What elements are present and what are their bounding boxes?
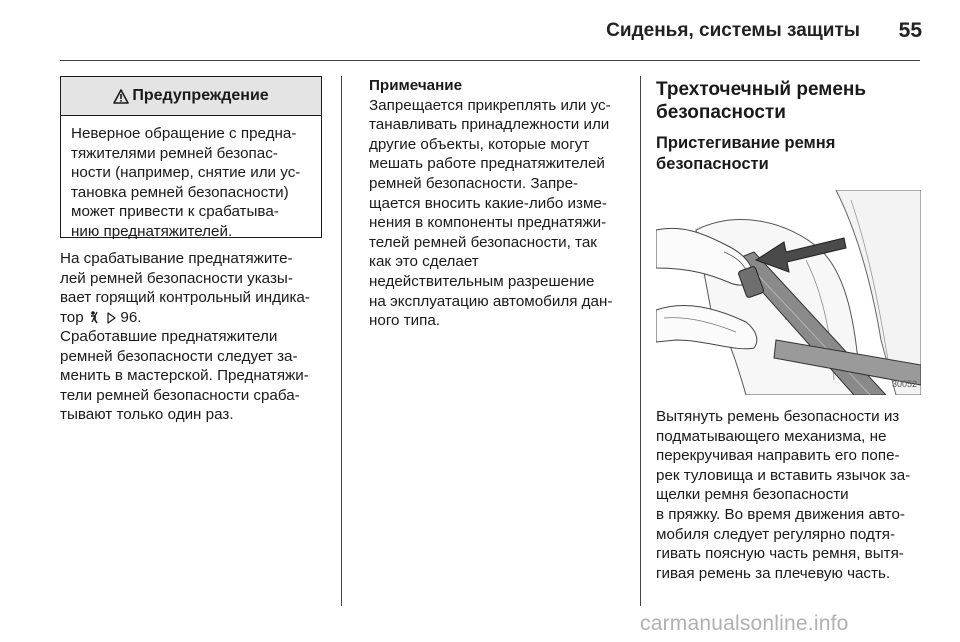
text-line: перекручивая направить его попе- <box>656 447 900 465</box>
fastening-instructions <box>656 407 926 583</box>
text-line: ремней безопасности следует за- <box>60 347 298 365</box>
text-line: гивая ремень за плечевую часть. <box>656 564 891 582</box>
text-line <box>60 308 335 328</box>
text-line: как это сделает <box>369 253 479 271</box>
text-line: на эксплуатацию автомобиля дан- <box>369 292 613 310</box>
text-line: недействительным разрешение <box>369 272 595 290</box>
warning-triangle-icon <box>113 89 129 104</box>
seatbelt-illustration <box>656 190 921 395</box>
heading-line: безопасности <box>656 155 769 173</box>
text-line: На срабатывание преднатяжите- <box>60 250 293 267</box>
text-fragment: тор <box>60 308 84 326</box>
text-line: щается вносить какие-либо изме- <box>369 194 607 212</box>
text-line: тяжителями ремней безопас- <box>71 144 278 162</box>
text-line: рек туловища и вставить язычок за- <box>656 466 911 484</box>
page-reference-icon <box>106 312 116 324</box>
text-line: тывают только один раз. <box>60 406 234 424</box>
page-number: 55 <box>898 19 922 42</box>
header-rule <box>60 60 920 61</box>
page-reference: 96. <box>120 308 142 326</box>
subsection-heading <box>656 133 936 175</box>
text-line: менить в мастерской. Преднатяжи- <box>60 367 309 385</box>
heading-line: Трехточечный ремень <box>656 79 867 100</box>
warning-header <box>61 77 321 116</box>
text-line: подматывающего механизма, не <box>656 427 887 445</box>
text-line: ного типа. <box>369 312 441 330</box>
text-line: гивать поясную часть ремня, вытя- <box>656 545 904 563</box>
warning-box <box>60 76 322 238</box>
text-line: вает горящий контрольный индика- <box>60 289 310 307</box>
seatbelt-drawing <box>656 190 921 395</box>
text-line: Сработавшие преднатяжители <box>60 328 278 345</box>
text-line: лей ремней безопасности указы- <box>60 269 293 287</box>
site-watermark: carmanualsonline.info <box>640 612 849 635</box>
warning-text <box>61 116 321 242</box>
text-line: нию преднатяжителей. <box>71 222 233 240</box>
section-title: Сиденья, системы защиты <box>606 20 860 41</box>
text-line: тели ремней безопасности сраба- <box>60 386 300 404</box>
text-line: Неверное обращение с предна- <box>71 125 297 142</box>
heading-line: безопасности <box>656 102 786 123</box>
text-line: телей ремней безопасности, так <box>369 233 597 251</box>
text-line: мешать работе преднатяжителей <box>369 155 605 173</box>
text-line: Вытянуть ремень безопасности из <box>656 408 900 425</box>
text-line: Запрещается прикреплять или ус- <box>369 96 611 114</box>
text-line: в пряжку. Во время движения авто- <box>656 505 905 523</box>
text-line: тановка ремней безопасности) <box>71 183 289 201</box>
pretensioner-indicator-paragraph <box>60 249 335 327</box>
text-line: может привести к срабатыва- <box>71 203 279 221</box>
column-divider <box>341 76 342 606</box>
figure-number: 30052 <box>891 379 917 389</box>
section-heading <box>656 78 936 124</box>
text-line: щелки ремня безопасности <box>656 486 849 504</box>
text-line: танавливать принадлежности или <box>369 116 610 134</box>
warning-title: Предупреждение <box>132 87 269 104</box>
text-line: ности (например, снятие или ус- <box>71 164 301 182</box>
text-line: ремней безопасности. Запре- <box>369 174 579 192</box>
text-line: нения в компоненты преднатяжи- <box>369 214 607 232</box>
note-block <box>369 76 629 331</box>
text-line: мобиля следует регулярно подтя- <box>656 525 896 543</box>
pretensioner-replacement-paragraph <box>60 327 335 425</box>
seatbelt-warning-icon <box>88 310 102 324</box>
note-title: Примечание <box>369 77 463 94</box>
heading-line: Пристегивание ремня <box>656 134 836 152</box>
text-line: другие объекты, которые могут <box>369 135 590 153</box>
column-divider <box>640 76 641 606</box>
